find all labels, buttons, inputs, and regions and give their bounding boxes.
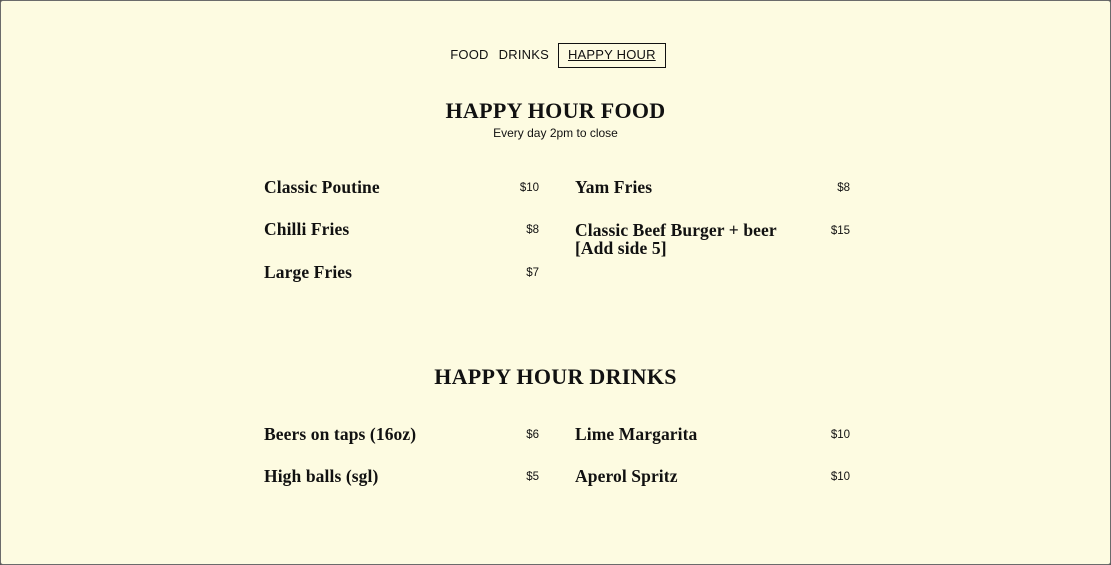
menu-item-name: Classic Beef Burger + beer [Add side 5] [575, 220, 777, 258]
menu-item-name: Beers on taps (16oz) [264, 424, 417, 444]
menu-item [264, 425, 539, 444]
menu-item-name: High balls (sgl) [264, 466, 379, 486]
menu-item-price: $7 [526, 267, 539, 279]
menu-item [264, 467, 539, 486]
menu-item [575, 467, 850, 486]
menu-item [264, 263, 539, 282]
menu-item-name: Yam Fries [575, 177, 653, 197]
menu-item-name: Classic Poutine [264, 177, 380, 197]
menu-item [264, 178, 539, 197]
menu-item-price: $10 [830, 429, 850, 441]
nav-food-link[interactable]: FOOD [450, 47, 489, 62]
menu-item [575, 178, 850, 197]
menu-item-price: $10 [830, 471, 850, 483]
menu-item-name: Lime Margarita [575, 424, 698, 444]
menu-item-price: $8 [526, 224, 539, 236]
menu-item [575, 425, 850, 444]
drinks-section-title: HAPPY HOUR DRINKS [434, 364, 677, 389]
menu-item-price: $8 [837, 182, 850, 194]
menu-item-name: Chilli Fries [264, 219, 350, 239]
menu-item-price: $15 [830, 225, 850, 237]
food-section-subtitle: Every day 2pm to close [493, 126, 618, 140]
menu-item [575, 221, 850, 257]
menu-item [264, 220, 539, 239]
nav-happy-hour-link[interactable]: HAPPY HOUR [558, 43, 666, 68]
menu-item-price: $10 [519, 182, 539, 194]
menu-item-price: $6 [526, 429, 539, 441]
food-section-title: HAPPY HOUR FOOD [445, 98, 666, 123]
menu-item-name: Aperol Spritz [575, 466, 678, 486]
menu-item-price: $5 [526, 471, 539, 483]
menu-item-name: Large Fries [264, 262, 353, 282]
nav-drinks-link[interactable]: DRINKS [498, 47, 549, 62]
menu-nav [1, 43, 1110, 68]
